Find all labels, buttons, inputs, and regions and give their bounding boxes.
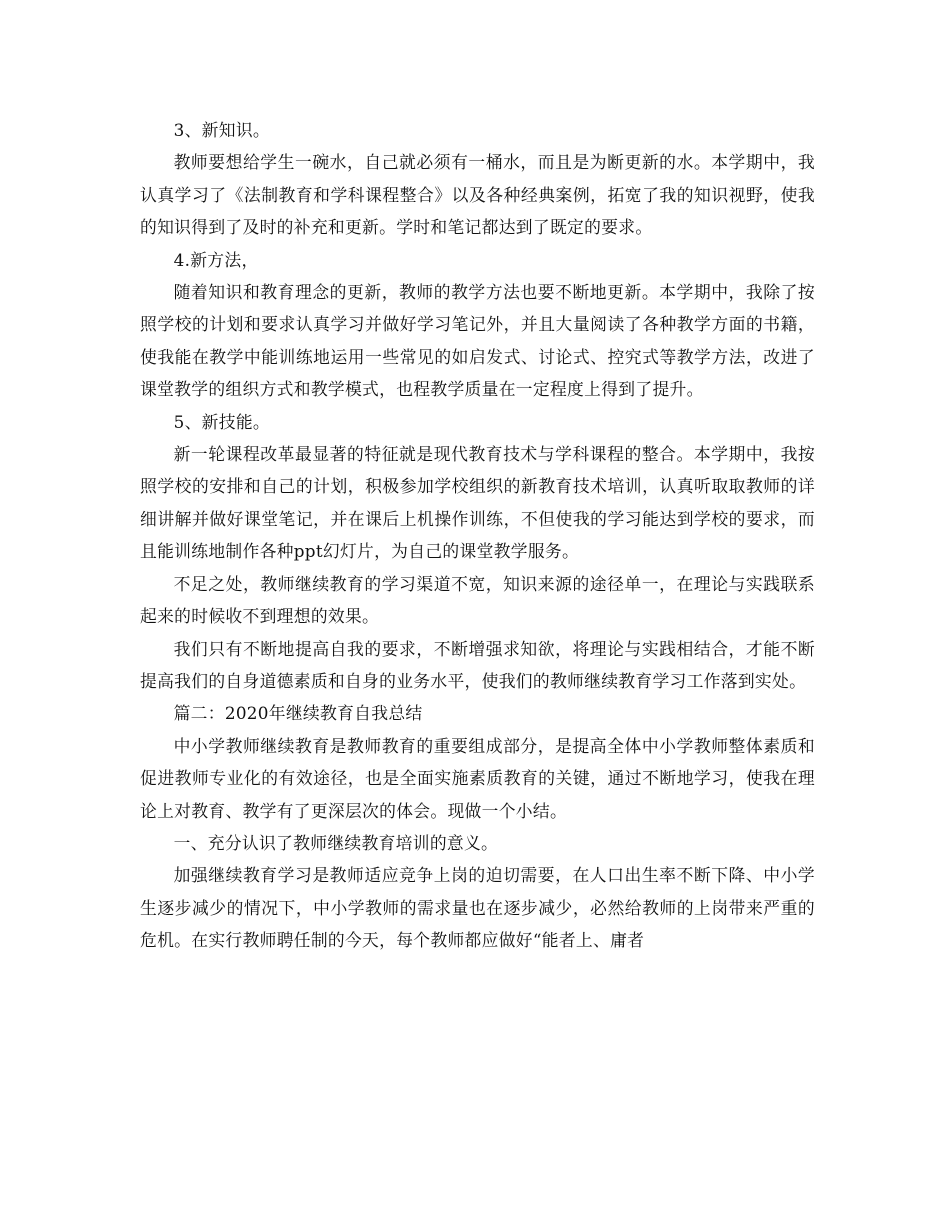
- article-title-part-two: 篇二：2020年继续教育自我总结: [173, 703, 423, 724]
- section-heading-new-knowledge: 3、新知识。: [173, 120, 270, 140]
- paragraph-significance: 加强继续教育学习是教师适应竞争上岗的迫切需要，在人口出生率不断下降、中小学生逐步减少的情况下，中小学教师的需求量也在逐步减少，必然给教师的上岗带来严重的危机。在实行教师聘任制的今天，每个教师都应做好“能者上、庸者: [140, 865, 815, 951]
- section-heading-new-skills: 5、新技能。: [173, 411, 270, 432]
- paragraph-new-methods: 随着知识和教育理念的更新，教师的教学方法也要不断地更新。本学期中，我除了按照学校的计划和要求认真学习并做好学习笔记外，并且大量阅读了各种教学方面的书籍，使我能在教学中能训练地运用一些常见的如启发式、讨论式、控究式等教学方法，改进了课堂教学的组织方式和教学模式，也程教学质量在一定程度上得到了提升。: [140, 282, 815, 400]
- paragraph-shortcomings: 不足之处，教师继续教育的学习渠道不宽，知识来源的途径单一，在理论与实践联系起来的时候收不到理想的效果。: [140, 573, 815, 627]
- section-heading-significance: 一、充分认识了教师继续教育培训的意义。: [173, 832, 499, 853]
- paragraph-new-skills: 新一轮课程改革最显著的特征就是现代教育技术与学科课程的整合。本学期中，我按照学校的安排和自己的计划，积极参加学校组织的新教育技术培训，认真听取取教师的详细讲解并做好课堂笔记，并在课后上机操作训练，不但使我的学习能达到学校的要求，而且能训练地制作各种ppt幻灯片，为自己的课堂教学服务。: [140, 444, 815, 562]
- section-heading-new-methods: 4.新方法，: [173, 249, 259, 270]
- paragraph-introduction: 中小学教师继续教育是教师教育的重要组成部分，是提高全体中小学教师整体素质和促进教师专业化的有效途径，也是全面实施素质教育的关键，通过不断地学习，使我在理论上对教育、教学有了更深层次的体会。现做一个小结。: [140, 735, 815, 821]
- document-body: [140, 114, 815, 957]
- paragraph-conclusion: 我们只有不断地提高自我的要求，不断增强求知欲，将理论与实践相结合，才能不断提高我们的自身道德素质和自身的业务水平，使我们的教师继续教育学习工作落到实处。: [140, 638, 815, 691]
- paragraph-new-knowledge: 教师要想给学生一碗水，自己就必须有一桶水，而且是为断更新的水。本学期中，我认真学习了《法制教育和学科课程整合》以及各种经典案例，拓宽了我的知识视野，使我的知识得到了及时的补充和更新。学时和笔记都达到了既定的要求。: [140, 152, 815, 238]
